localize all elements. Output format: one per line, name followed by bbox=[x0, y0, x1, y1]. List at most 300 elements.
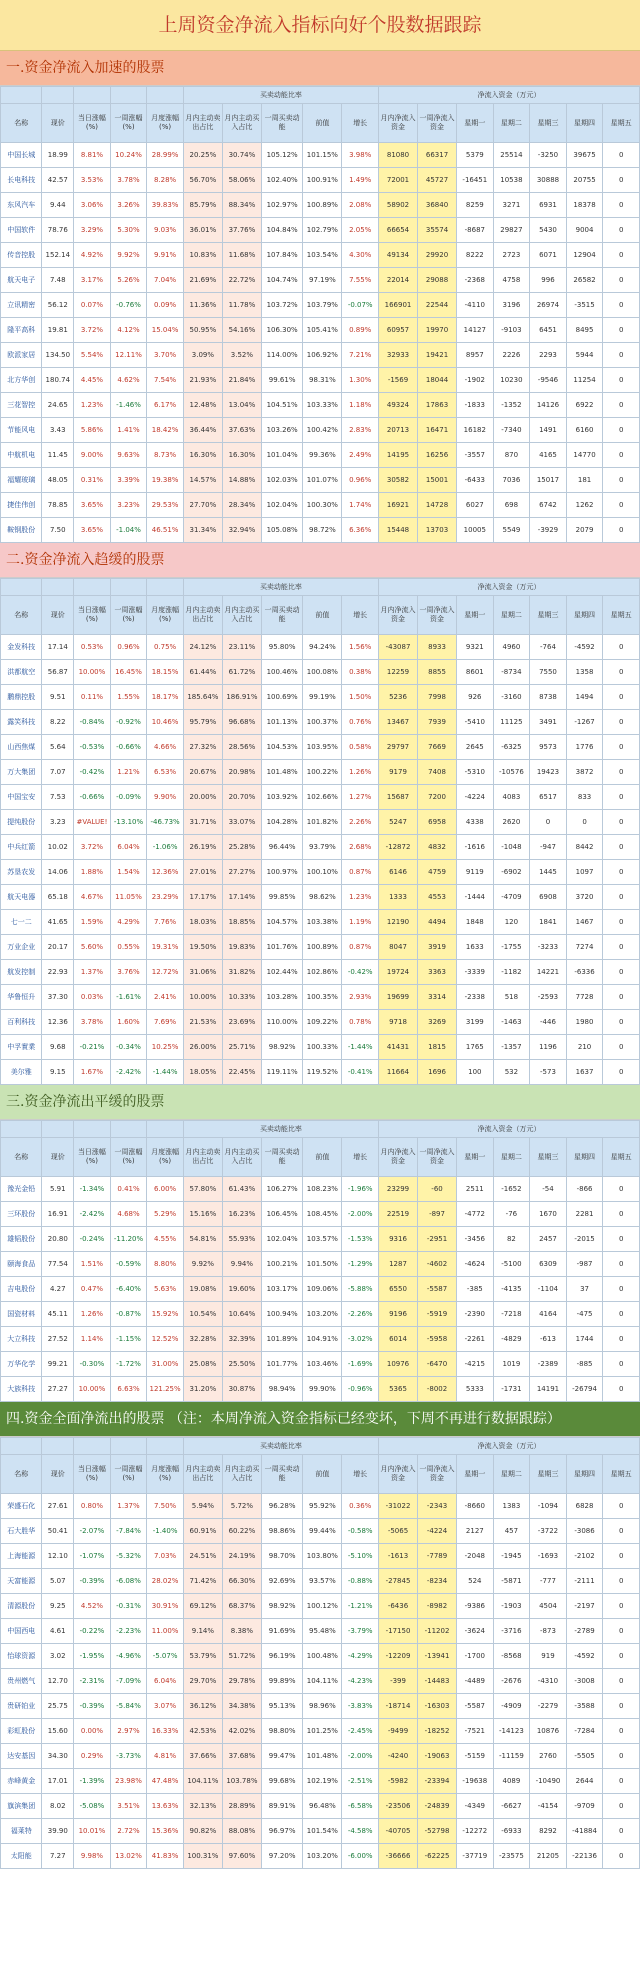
table-cell: 60.91% bbox=[183, 1519, 222, 1544]
table-cell: 29.78% bbox=[222, 1669, 261, 1694]
table-cell: -4310 bbox=[530, 1669, 567, 1694]
table-cell: 6014 bbox=[379, 1327, 418, 1352]
table-row bbox=[1, 268, 640, 293]
column-header-growth: 增长 bbox=[342, 104, 379, 143]
table-cell: 0 bbox=[603, 1794, 640, 1819]
table-cell: -23394 bbox=[418, 1769, 457, 1794]
table-cell: -1613 bbox=[379, 1544, 418, 1569]
table-cell: -46.73% bbox=[147, 810, 184, 835]
table-cell: 0 bbox=[603, 1252, 640, 1277]
table-cell: 1.26% bbox=[342, 760, 379, 785]
table-cell: -9709 bbox=[566, 1794, 603, 1819]
table-cell: 21.53% bbox=[183, 1010, 222, 1035]
table-cell: 10005 bbox=[457, 518, 494, 543]
table-cell: -1.15% bbox=[110, 1327, 147, 1352]
table-cell: 4.61 bbox=[42, 1619, 74, 1644]
table-row bbox=[1, 1352, 640, 1377]
table-row bbox=[1, 1302, 640, 1327]
header-row bbox=[1, 596, 640, 635]
table-cell: 3314 bbox=[418, 985, 457, 1010]
table-cell: 2644 bbox=[566, 1769, 603, 1794]
table-cell: 0 bbox=[603, 343, 640, 368]
table-row bbox=[1, 243, 640, 268]
table-cell: 4759 bbox=[418, 860, 457, 885]
table-cell: 16.30% bbox=[183, 443, 222, 468]
table-cell: 4165 bbox=[530, 443, 567, 468]
header-group-netflow: 净流入资金（万元） bbox=[379, 87, 640, 104]
table-cell: -947 bbox=[530, 835, 567, 860]
table-cell: -0.66% bbox=[110, 735, 147, 760]
table-cell: 5944 bbox=[566, 343, 603, 368]
table-cell: -9103 bbox=[493, 318, 530, 343]
table-cell: 12.36 bbox=[42, 1010, 74, 1035]
table-cell: 0 bbox=[603, 1177, 640, 1202]
table-cell: -8002 bbox=[418, 1377, 457, 1402]
column-header-m-out: 月内主动卖出占比 bbox=[183, 104, 222, 143]
table-cell: 41.65 bbox=[42, 910, 74, 935]
table-cell: 108.45% bbox=[303, 1202, 342, 1227]
table-cell: 68.37% bbox=[222, 1594, 261, 1619]
table-cell: 103.57% bbox=[303, 1227, 342, 1252]
table-cell: 5.64 bbox=[42, 735, 74, 760]
table-cell: 1445 bbox=[530, 860, 567, 885]
table-cell: 5.63% bbox=[147, 1277, 184, 1302]
table-cell: 50.95% bbox=[183, 318, 222, 343]
table-cell: -1.72% bbox=[110, 1352, 147, 1377]
column-header-m-net: 月内净流入资金 bbox=[379, 596, 418, 635]
table-cell: 102.40% bbox=[261, 168, 302, 193]
table-row bbox=[1, 835, 640, 860]
table-cell: -6436 bbox=[379, 1594, 418, 1619]
table-cell: 0.00% bbox=[74, 1719, 111, 1744]
stock-name: 苏垦农发 bbox=[1, 860, 42, 885]
table-cell: -5587 bbox=[457, 1694, 494, 1719]
table-cell: 19699 bbox=[379, 985, 418, 1010]
table-cell: 96.68% bbox=[222, 710, 261, 735]
table-cell: 20713 bbox=[379, 418, 418, 443]
table-cell: 21.93% bbox=[183, 368, 222, 393]
table-row bbox=[1, 1644, 640, 1669]
table-cell: -4240 bbox=[379, 1744, 418, 1769]
table-cell: 0 bbox=[603, 1327, 640, 1352]
table-cell: 3.70% bbox=[147, 343, 184, 368]
table-cell: -5.88% bbox=[342, 1277, 379, 1302]
table-cell: 8292 bbox=[530, 1819, 567, 1844]
table-cell: 31.20% bbox=[183, 1377, 222, 1402]
table-cell: 13.02% bbox=[110, 1844, 147, 1869]
stock-name: 山西焦煤 bbox=[1, 735, 42, 760]
table-cell: 919 bbox=[530, 1644, 567, 1669]
table-cell: -4829 bbox=[493, 1327, 530, 1352]
table-cell: 5379 bbox=[457, 143, 494, 168]
table-cell: -0.31% bbox=[110, 1594, 147, 1619]
table-cell: -1352 bbox=[493, 393, 530, 418]
stock-name: 中国长城 bbox=[1, 143, 42, 168]
table-cell: -1.07% bbox=[74, 1544, 111, 1569]
table-cell: 2511 bbox=[457, 1177, 494, 1202]
table-cell: 1.37% bbox=[74, 960, 111, 985]
table-cell: 1.23% bbox=[342, 885, 379, 910]
table-cell: 31.82% bbox=[222, 960, 261, 985]
table-cell: -3624 bbox=[457, 1619, 494, 1644]
stock-name: 太阳能 bbox=[1, 1844, 42, 1869]
table-cell: 101.89% bbox=[261, 1327, 302, 1352]
table-cell: 66317 bbox=[418, 143, 457, 168]
table-cell: 180.74 bbox=[42, 368, 74, 393]
header-group-momentum: 买卖动能比率 bbox=[183, 579, 378, 596]
table-cell: 0.75% bbox=[147, 635, 184, 660]
table-row bbox=[1, 1769, 640, 1794]
table-cell: 102.19% bbox=[303, 1769, 342, 1794]
stock-table bbox=[0, 86, 640, 543]
table-cell: 30.87% bbox=[222, 1377, 261, 1402]
table-cell: -0.07% bbox=[342, 293, 379, 318]
table-cell: 185.64% bbox=[183, 685, 222, 710]
table-cell: -0.21% bbox=[74, 1035, 111, 1060]
header-spacer bbox=[42, 1121, 74, 1138]
table-cell: 23.11% bbox=[222, 635, 261, 660]
table-cell: 9.03% bbox=[147, 218, 184, 243]
table-cell: 3.26% bbox=[110, 193, 147, 218]
stock-name: 七一二 bbox=[1, 910, 42, 935]
table-cell: 2723 bbox=[493, 243, 530, 268]
table-cell: 16471 bbox=[418, 418, 457, 443]
table-cell: -1.96% bbox=[342, 1177, 379, 1202]
table-cell: 25.50% bbox=[222, 1352, 261, 1377]
table-cell: 10.46% bbox=[147, 710, 184, 735]
table-cell: 9196 bbox=[379, 1302, 418, 1327]
stock-name: 万大集团 bbox=[1, 760, 42, 785]
table-cell: 9.14% bbox=[183, 1619, 222, 1644]
table-cell: 28.02% bbox=[147, 1569, 184, 1594]
table-cell: 1.59% bbox=[74, 910, 111, 935]
table-cell: 93.79% bbox=[303, 835, 342, 860]
table-cell: -3086 bbox=[566, 1519, 603, 1544]
table-cell: 3.02 bbox=[42, 1644, 74, 1669]
table-cell: 21.69% bbox=[183, 268, 222, 293]
table-cell: -2676 bbox=[493, 1669, 530, 1694]
table-cell: 18044 bbox=[418, 368, 457, 393]
header-row-group bbox=[1, 87, 640, 104]
table-cell: 98.92% bbox=[261, 1594, 302, 1619]
table-cell: 17863 bbox=[418, 393, 457, 418]
column-header-thu: 星期四 bbox=[566, 1455, 603, 1494]
table-cell: 8.73% bbox=[147, 443, 184, 468]
table-cell: 2.72% bbox=[110, 1819, 147, 1844]
table-cell: 0.36% bbox=[342, 1494, 379, 1519]
table-cell: 1815 bbox=[418, 1035, 457, 1060]
table-cell: 23299 bbox=[379, 1177, 418, 1202]
stock-name: 航天电器 bbox=[1, 885, 42, 910]
table-cell: 100.35% bbox=[303, 985, 342, 1010]
table-cell: -1.44% bbox=[147, 1060, 184, 1085]
table-row bbox=[1, 660, 640, 685]
table-cell: 96.28% bbox=[261, 1494, 302, 1519]
table-cell: 99.85% bbox=[261, 885, 302, 910]
table-row bbox=[1, 1719, 640, 1744]
table-cell: 37.68% bbox=[222, 1744, 261, 1769]
table-cell: -5100 bbox=[493, 1252, 530, 1277]
table-cell: 3.43 bbox=[42, 418, 74, 443]
table-cell: -4110 bbox=[457, 293, 494, 318]
column-header-price: 现价 bbox=[42, 104, 74, 143]
column-header-wed: 星期三 bbox=[530, 1455, 567, 1494]
table-cell: 6742 bbox=[530, 493, 567, 518]
table-row bbox=[1, 1227, 640, 1252]
table-cell: 0 bbox=[603, 1035, 640, 1060]
table-cell: 10.33% bbox=[222, 985, 261, 1010]
table-cell: 103.72% bbox=[261, 293, 302, 318]
stock-name: 贵州燃气 bbox=[1, 1669, 42, 1694]
table-cell: -3515 bbox=[566, 293, 603, 318]
table-cell: 0 bbox=[603, 1060, 640, 1085]
table-cell: 25.75 bbox=[42, 1694, 74, 1719]
table-cell: 0 bbox=[603, 1352, 640, 1377]
page-title: 上周资金净流入指标向好个股数据跟踪 bbox=[0, 0, 640, 51]
table-cell: 1491 bbox=[530, 418, 567, 443]
table-cell: -2279 bbox=[530, 1694, 567, 1719]
table-cell: 7.50 bbox=[42, 518, 74, 543]
table-cell: 37.66% bbox=[183, 1744, 222, 1769]
stock-name: 中孚實業 bbox=[1, 1035, 42, 1060]
table-cell: 19423 bbox=[530, 760, 567, 785]
table-cell: 8.02 bbox=[42, 1794, 74, 1819]
stock-name: 雄韬股份 bbox=[1, 1227, 42, 1252]
stock-name: 万业企业 bbox=[1, 935, 42, 960]
table-cell: 20.00% bbox=[183, 785, 222, 810]
table-cell: 0.76% bbox=[342, 710, 379, 735]
table-cell: -2015 bbox=[566, 1227, 603, 1252]
table-cell: 4.29% bbox=[110, 910, 147, 935]
table-cell: 103.26% bbox=[261, 418, 302, 443]
table-cell: 22544 bbox=[418, 293, 457, 318]
table-cell: -5919 bbox=[418, 1302, 457, 1327]
table-cell: -1755 bbox=[493, 935, 530, 960]
table-cell: 6550 bbox=[379, 1277, 418, 1302]
column-header-mon: 星期一 bbox=[457, 104, 494, 143]
table-cell: -4.58% bbox=[342, 1819, 379, 1844]
table-cell: 6160 bbox=[566, 418, 603, 443]
column-header-tue: 星期二 bbox=[493, 1138, 530, 1177]
stock-name: 华鲁恒升 bbox=[1, 985, 42, 1010]
table-cell: 5.91 bbox=[42, 1177, 74, 1202]
stock-name: 传音控股 bbox=[1, 243, 42, 268]
table-cell: 8.28% bbox=[147, 168, 184, 193]
table-cell: 19421 bbox=[418, 343, 457, 368]
table-cell: 0 bbox=[603, 1619, 640, 1644]
table-cell: 36.01% bbox=[183, 218, 222, 243]
table-cell: -62225 bbox=[418, 1844, 457, 1869]
table-cell: -60 bbox=[418, 1177, 457, 1202]
table-cell: -5410 bbox=[457, 710, 494, 735]
table-cell: 29920 bbox=[418, 243, 457, 268]
table-cell: 29797 bbox=[379, 735, 418, 760]
table-cell: 7.27 bbox=[42, 1844, 74, 1869]
table-cell: 25.08% bbox=[183, 1352, 222, 1377]
table-cell: 9.94% bbox=[222, 1252, 261, 1277]
table-cell: 101.07% bbox=[303, 468, 342, 493]
table-cell: 0.87% bbox=[342, 860, 379, 885]
table-cell: 101.13% bbox=[261, 710, 302, 735]
table-cell: -3588 bbox=[566, 1694, 603, 1719]
table-cell: 99.90% bbox=[303, 1377, 342, 1402]
table-cell: 0.55% bbox=[110, 935, 147, 960]
table-cell: 5.29% bbox=[147, 1202, 184, 1227]
table-cell: 5.54% bbox=[74, 343, 111, 368]
table-cell: 54.81% bbox=[183, 1227, 222, 1252]
table-cell: 81080 bbox=[379, 143, 418, 168]
column-header-mon: 星期一 bbox=[457, 596, 494, 635]
table-cell: -4224 bbox=[457, 785, 494, 810]
table-cell: 11254 bbox=[566, 368, 603, 393]
table-cell: 3.65% bbox=[74, 493, 111, 518]
table-cell: -3716 bbox=[493, 1619, 530, 1644]
table-cell: 3.23 bbox=[42, 810, 74, 835]
table-cell: 0 bbox=[603, 685, 640, 710]
table-row bbox=[1, 1377, 640, 1402]
table-cell: 1.50% bbox=[342, 685, 379, 710]
table-cell: 26.00% bbox=[183, 1035, 222, 1060]
table-cell: 19.60% bbox=[222, 1277, 261, 1302]
table-cell: -9499 bbox=[379, 1719, 418, 1744]
table-cell: 11.45 bbox=[42, 443, 74, 468]
table-cell: -22136 bbox=[566, 1844, 603, 1869]
table-cell: 4.62% bbox=[110, 368, 147, 393]
stock-name: 豫光金铅 bbox=[1, 1177, 42, 1202]
table-cell: 10230 bbox=[493, 368, 530, 393]
table-cell: -1569 bbox=[379, 368, 418, 393]
table-cell: 1383 bbox=[493, 1494, 530, 1519]
table-cell: 100.42% bbox=[303, 418, 342, 443]
table-cell: 39675 bbox=[566, 143, 603, 168]
table-row bbox=[1, 1594, 640, 1619]
table-cell: 103.33% bbox=[303, 393, 342, 418]
table-cell: 0 bbox=[603, 393, 640, 418]
table-cell: 2079 bbox=[566, 518, 603, 543]
table-cell: -54 bbox=[530, 1177, 567, 1202]
table-cell: -3339 bbox=[457, 960, 494, 985]
table-cell: -4.96% bbox=[110, 1644, 147, 1669]
table-row bbox=[1, 710, 640, 735]
column-header-growth: 增长 bbox=[342, 1455, 379, 1494]
table-cell: 31.00% bbox=[147, 1352, 184, 1377]
table-cell: 2.97% bbox=[110, 1719, 147, 1744]
column-header-w-net: 一周净流入资金 bbox=[418, 596, 457, 635]
table-cell: -4592 bbox=[566, 635, 603, 660]
table-cell: 4.55% bbox=[147, 1227, 184, 1252]
table-cell: 5.72% bbox=[222, 1494, 261, 1519]
sections-container bbox=[0, 51, 640, 1869]
column-header-prev: 前值 bbox=[303, 1455, 342, 1494]
table-cell: 27.01% bbox=[183, 860, 222, 885]
table-cell: 6071 bbox=[530, 243, 567, 268]
stock-name: 鹏鼎控股 bbox=[1, 685, 42, 710]
column-header-name: 名称 bbox=[1, 104, 42, 143]
stock-name: 三花智控 bbox=[1, 393, 42, 418]
stock-name: 吉电股份 bbox=[1, 1277, 42, 1302]
table-cell: 3.65% bbox=[74, 518, 111, 543]
table-cell: 7036 bbox=[493, 468, 530, 493]
table-cell: 10.54% bbox=[183, 1302, 222, 1327]
table-cell: 3.53% bbox=[74, 168, 111, 193]
table-cell: 457 bbox=[493, 1519, 530, 1544]
table-cell: 98.62% bbox=[303, 885, 342, 910]
table-cell: 102.04% bbox=[261, 493, 302, 518]
table-cell: 166901 bbox=[379, 293, 418, 318]
table-cell: 104.28% bbox=[261, 810, 302, 835]
table-cell: 0 bbox=[603, 810, 640, 835]
table-cell: 23.69% bbox=[222, 1010, 261, 1035]
table-cell: 9718 bbox=[379, 1010, 418, 1035]
header-group-netflow: 净流入资金（万元） bbox=[379, 1438, 640, 1455]
table-cell: 34.38% bbox=[222, 1694, 261, 1719]
table-cell: 0 bbox=[603, 1227, 640, 1252]
table-cell: 19.38% bbox=[147, 468, 184, 493]
table-cell: 6.17% bbox=[147, 393, 184, 418]
table-cell: 98.80% bbox=[261, 1719, 302, 1744]
table-row bbox=[1, 1252, 640, 1277]
table-cell: 1.23% bbox=[74, 393, 111, 418]
header-spacer bbox=[110, 579, 147, 596]
table-cell: 15017 bbox=[530, 468, 567, 493]
table-cell: 1.41% bbox=[110, 418, 147, 443]
table-cell: 1.88% bbox=[74, 860, 111, 885]
table-cell: 90.82% bbox=[183, 1819, 222, 1844]
header-spacer bbox=[42, 579, 74, 596]
table-cell: 0 bbox=[603, 468, 640, 493]
table-cell: -0.92% bbox=[110, 710, 147, 735]
table-cell: 186.91% bbox=[222, 685, 261, 710]
table-cell: 532 bbox=[493, 1060, 530, 1085]
table-cell: 101.25% bbox=[303, 1719, 342, 1744]
table-cell: 32933 bbox=[379, 343, 418, 368]
table-cell: 4832 bbox=[418, 835, 457, 860]
table-cell: -37719 bbox=[457, 1844, 494, 1869]
header-spacer bbox=[147, 1438, 184, 1455]
table-cell: -0.41% bbox=[342, 1060, 379, 1085]
table-cell: 100.89% bbox=[303, 193, 342, 218]
table-cell: 8.80% bbox=[147, 1252, 184, 1277]
table-cell: 101.77% bbox=[261, 1352, 302, 1377]
table-cell: 96.48% bbox=[303, 1794, 342, 1819]
table-cell: 6.04% bbox=[147, 1669, 184, 1694]
table-cell: -9546 bbox=[530, 368, 567, 393]
table-cell: 88.34% bbox=[222, 193, 261, 218]
table-cell: 7.76% bbox=[147, 910, 184, 935]
table-row bbox=[1, 935, 640, 960]
table-cell: 1.54% bbox=[110, 860, 147, 885]
table-cell: 1.55% bbox=[110, 685, 147, 710]
table-cell: 104.11% bbox=[183, 1769, 222, 1794]
table-cell: 100.10% bbox=[303, 860, 342, 885]
table-cell: 20.67% bbox=[183, 760, 222, 785]
table-cell: 12.70 bbox=[42, 1669, 74, 1694]
table-cell: 1841 bbox=[530, 910, 567, 935]
table-cell: -3929 bbox=[530, 518, 567, 543]
column-header-tue: 星期二 bbox=[493, 1455, 530, 1494]
column-header-prev: 前值 bbox=[303, 1138, 342, 1177]
table-cell: -1182 bbox=[493, 960, 530, 985]
table-cell: -7521 bbox=[457, 1719, 494, 1744]
column-header-prev: 前值 bbox=[303, 596, 342, 635]
table-cell: 103.95% bbox=[303, 735, 342, 760]
table-cell: 3.23% bbox=[110, 493, 147, 518]
table-cell: 2.93% bbox=[342, 985, 379, 1010]
table-cell: 12.11% bbox=[110, 343, 147, 368]
column-header-growth: 增长 bbox=[342, 1138, 379, 1177]
table-cell: 2457 bbox=[530, 1227, 567, 1252]
table-cell: 119.52% bbox=[303, 1060, 342, 1085]
